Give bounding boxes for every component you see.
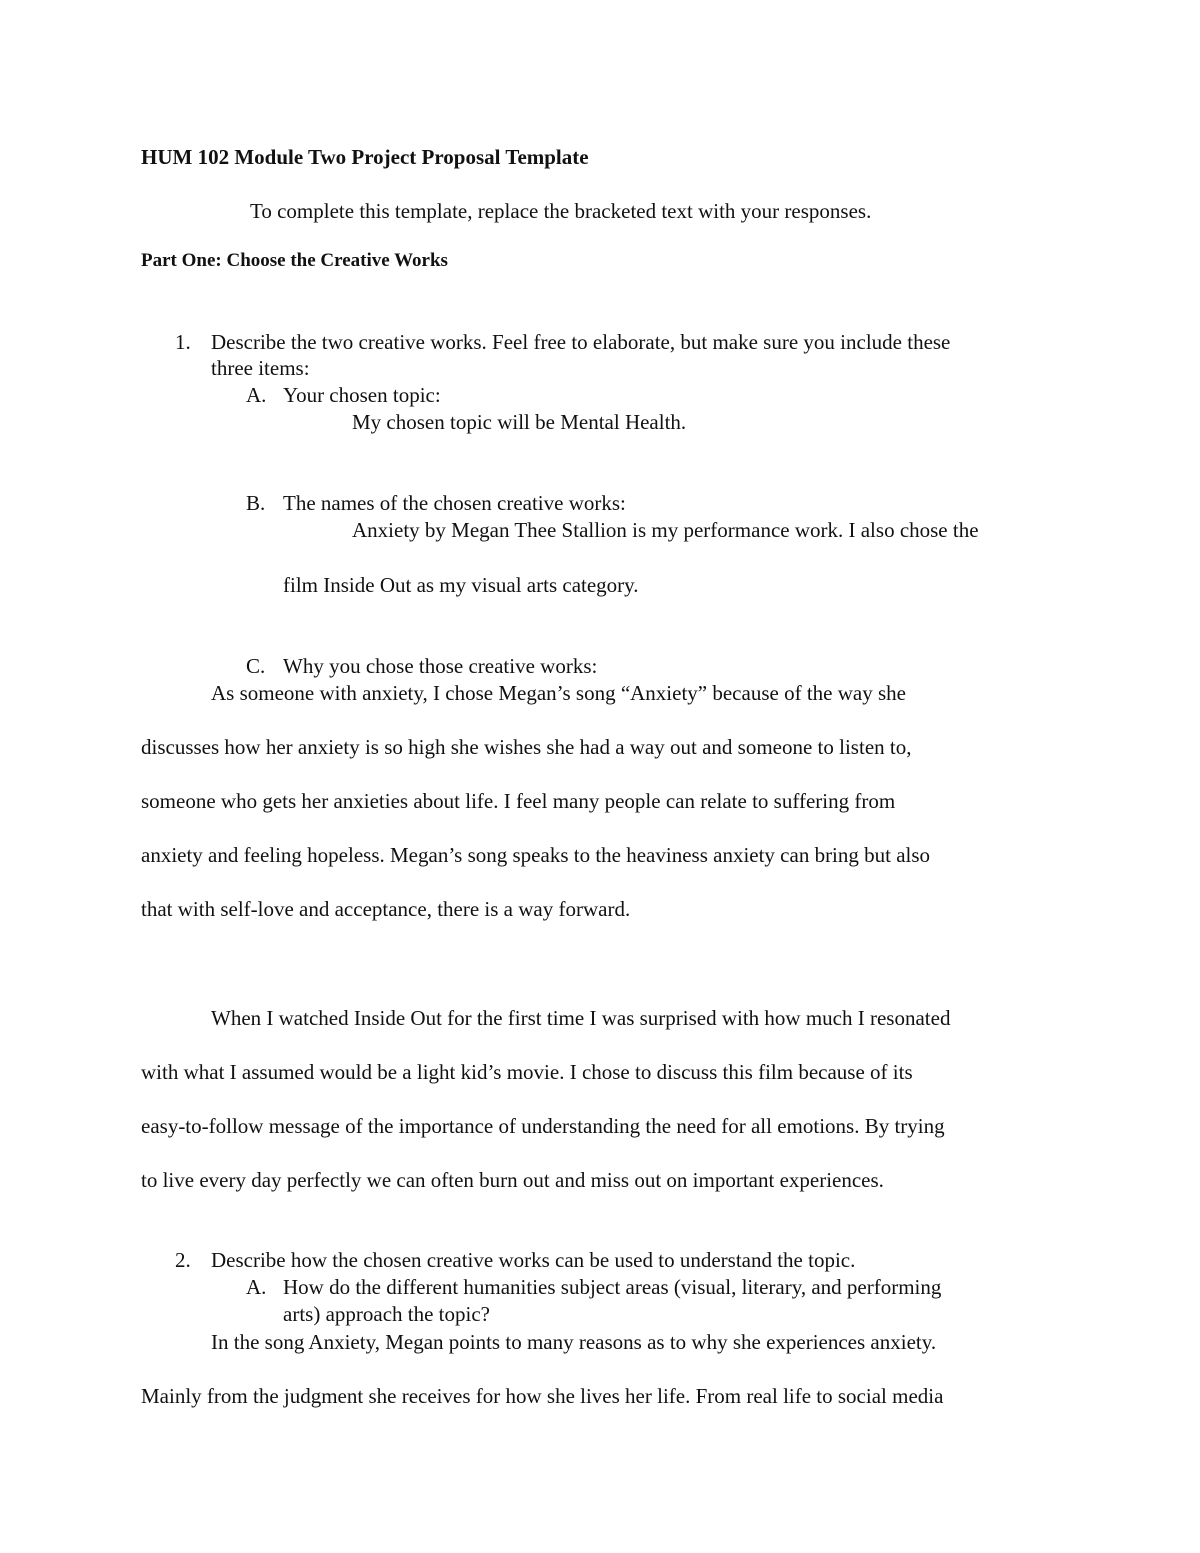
q1-b-answer-line2: film Inside Out as my visual arts category.	[283, 573, 639, 597]
q1-a-letter: A.	[246, 383, 267, 407]
q1-c-para1-line: someone who gets her anxieties about life. I feel many people can relate to suffering from	[141, 789, 896, 813]
document-title: HUM 102 Module Two Project Proposal Template	[141, 145, 589, 169]
q2-a-label-line2: arts) approach the topic?	[283, 1302, 490, 1326]
q2-a-answer-line: Mainly from the judgment she receives for how she lives her life. From real life to social media	[141, 1384, 944, 1408]
q1-c-label: Why you chose those creative works:	[283, 654, 598, 678]
part-one-heading: Part One: Choose the Creative Works	[141, 250, 448, 271]
q2-text: Describe how the chosen creative works can be used to understand the topic.	[211, 1248, 856, 1272]
q2-a-label-line1: How do the different humanities subject areas (visual, literary, and performing	[283, 1275, 942, 1299]
q1-c-para2-line: easy-to-follow message of the importance of understanding the need for all emotions. By trying	[141, 1114, 945, 1138]
q1-c-para2-line: to live every day perfectly we can often burn out and miss out on important experiences.	[141, 1168, 884, 1192]
q2-number: 2.	[175, 1248, 191, 1272]
q1-text-line2: three items:	[211, 356, 310, 380]
q1-c-para1-line: that with self-love and acceptance, there is a way forward.	[141, 897, 631, 921]
q1-c-para2-line: with what I assumed would be a light kid’s movie. I chose to discuss this film because of its	[141, 1060, 913, 1084]
q2-a-letter: A.	[246, 1275, 267, 1299]
instruction-text: To complete this template, replace the bracketed text with your responses.	[250, 199, 872, 223]
q1-number: 1.	[175, 330, 191, 354]
q1-b-label: The names of the chosen creative works:	[283, 491, 626, 515]
q1-a-label: Your chosen topic:	[283, 383, 441, 407]
q1-c-para2-line: When I watched Inside Out for the first time I was surprised with how much I resonated	[211, 1006, 951, 1030]
q1-b-letter: B.	[246, 491, 266, 515]
q1-text-line1: Describe the two creative works. Feel free to elaborate, but make sure you include these	[211, 330, 951, 354]
q1-c-para1-line: anxiety and feeling hopeless. Megan’s song speaks to the heaviness anxiety can bring but also	[141, 843, 931, 867]
q1-b-answer-line1: Anxiety by Megan Thee Stallion is my performance work. I also chose the	[352, 518, 979, 542]
q2-a-answer-line: In the song Anxiety, Megan points to many reasons as to why she experiences anxiety.	[211, 1330, 937, 1354]
q1-c-para1-line: As someone with anxiety, I chose Megan’s song “Anxiety” because of the way she	[211, 681, 906, 705]
q1-c-para1-line: discusses how her anxiety is so high she wishes she had a way out and someone to listen to,	[141, 735, 912, 759]
q1-c-letter: C.	[246, 654, 266, 678]
q1-a-answer: My chosen topic will be Mental Health.	[352, 410, 687, 434]
